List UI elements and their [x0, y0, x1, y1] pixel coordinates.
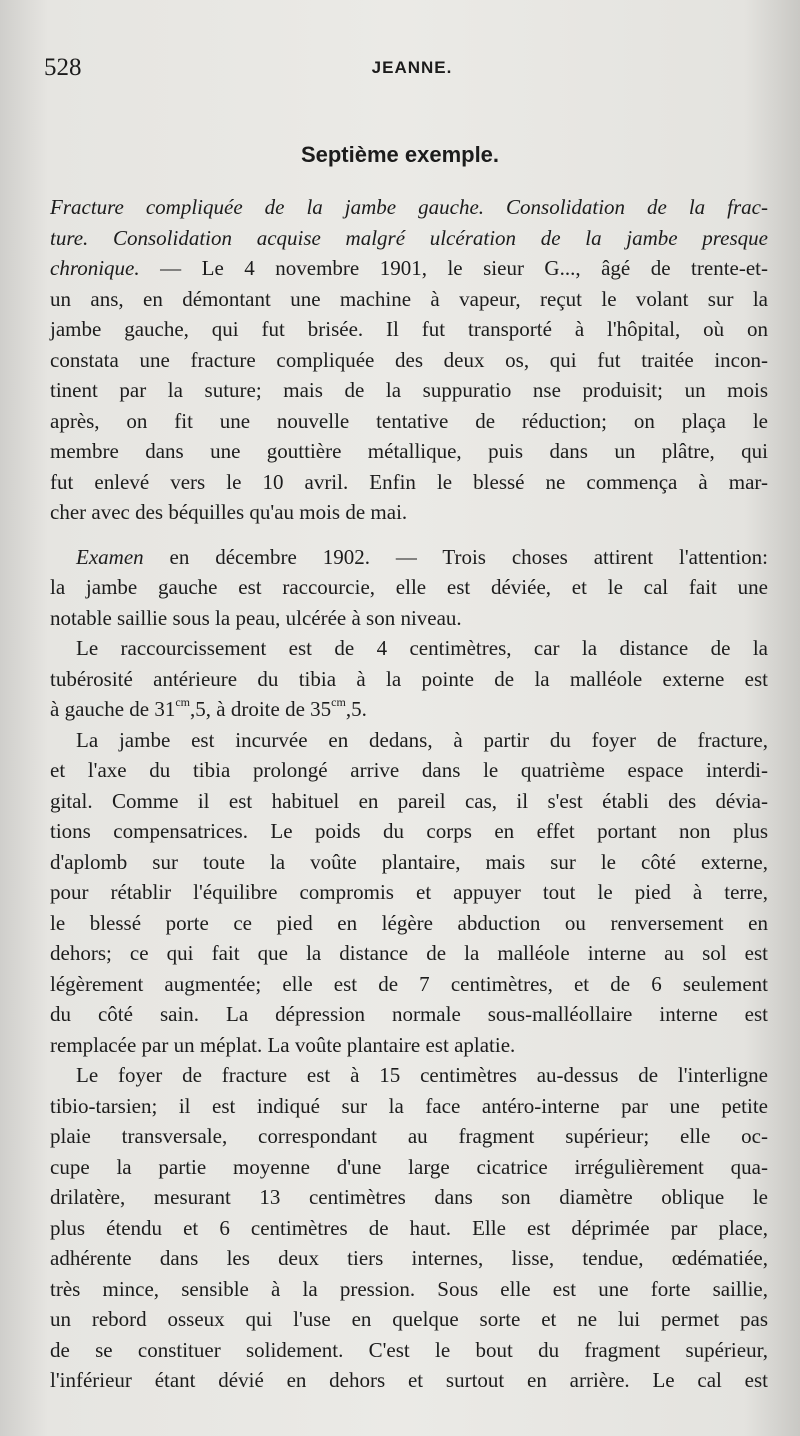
text-line: drilatère, mesurant 13 centimètres dans son diamètre oblique le	[50, 1185, 768, 1209]
section-title: Septième exemple.	[300, 142, 500, 167]
text-line: tions compensatrices. Le poids du corps en effet portant non plus	[50, 819, 768, 843]
text-line: notable saillie sous la peau, ulcérée à son niveau.	[50, 605, 462, 630]
italic-summary: ture. Consolidation acquise malgré ulcération de la jambe presque	[50, 225, 768, 250]
text-line: pour rétablir l'équilibre compromis et appuyer tout le pied à terre,	[50, 880, 768, 904]
text-line: le blessé porte ce pied en légère abduction ou renversement en	[50, 910, 768, 935]
page-header	[44, 54, 760, 90]
text-line: cupe la partie moyenne d'une large cicatrice irrégulièrement qua-	[50, 1154, 768, 1179]
text-line: fut enlevé vers le 10 avril. Enfin le blessé ne commença à mar-	[50, 469, 768, 494]
body-text	[50, 192, 768, 1396]
text-line: légèrement augmentée; elle est de 7 centimètres, et de 6 seulement	[50, 971, 768, 996]
text-line: tinent par la suture; mais de la suppuratio nse produisit; un mois	[50, 378, 768, 402]
text-line: à gauche de $31^{cm},5$, à droite de $35^{cm},5$.	[50, 695, 367, 721]
italic-word: Examen	[76, 544, 144, 569]
text-line: tibio-tarsien; il est indiqué sur la face antéro-interne par une petite	[50, 1093, 768, 1118]
text-line: et l'axe du tibia prolongé arrive dans le quatrième espace interdi-	[50, 758, 768, 782]
text-line	[50, 223, 768, 254]
italic-summary: chronique.	[50, 256, 140, 280]
text-line: d'aplomb sur toute la voûte plantaire, mais sur le côté externe,	[50, 849, 768, 874]
running-head: JEANNE.	[371, 58, 453, 77]
text-line: membre dans une gouttière métallique, puis dans un plâtre, qui	[50, 439, 768, 463]
text-line: de se constituer solidement. C'est le bout du fragment supérieur,	[50, 1337, 768, 1362]
text-line: après, on fit une nouvelle tentative de réduction; on plaça le	[50, 408, 768, 433]
text-line: l'inférieur étant dévié en dehors et surtout en arrière. Le cal est	[50, 1368, 768, 1392]
text-line: constata une fracture compliquée des deux os, qui fut traitée incon-	[50, 347, 768, 372]
text-line: dehors; ce qui fait que la distance de la malléole interne au sol est	[50, 941, 768, 965]
text-line: Le foyer de fracture est à 15 centimètres au-dessus de l'interligne	[76, 1063, 768, 1087]
text-line: La jambe est incurvée en dedans, à partir du foyer de fracture,	[76, 727, 768, 752]
text-line: un rebord osseux qui l'use en quelque sorte et ne lui permet pas	[50, 1307, 768, 1331]
text-line: cher avec des béquilles qu'au mois de mai.	[50, 500, 408, 524]
page-number: 528	[44, 54, 82, 81]
text-line: plus étendu et 6 centimètres de haut. Elle est déprimée par place,	[50, 1215, 768, 1240]
text-line: la jambe gauche est raccourcie, elle est déviée, et le cal fait une	[50, 575, 768, 599]
text-line: remplacée par un méplat. La voûte plantaire est aplatie.	[50, 1032, 516, 1057]
text-line: du côté sain. La dépression normale sous-malléollaire interne est	[50, 1002, 768, 1026]
text-line: très mince, sensible à la pression. Sous elle est une forte saillie,	[50, 1276, 768, 1301]
text-line: plaie transversale, correspondant au fragment supérieur; elle oc-	[50, 1124, 768, 1148]
text-line: Le raccourcissement est de 4 centimètres, car la distance de la	[76, 636, 768, 660]
text-line: chronique. — Le 4 novembre 1901, le sieur G..., âgé de trente-et-	[50, 256, 768, 280]
text-line	[50, 192, 768, 223]
text-line: gital. Comme il est habituel en pareil cas, il s'est établi des dévia-	[50, 788, 768, 813]
text-line: un ans, en démontant une machine à vapeur, reçut le volant sur la	[50, 286, 768, 311]
text-line: jambe gauche, qui fut brisée. Il fut transporté à l'hôpital, où on	[50, 317, 768, 341]
text-line: tubérosité antérieure du tibia à la pointe de la malléole externe est	[50, 666, 768, 691]
text-line: adhérente dans les deux tiers internes, lisse, tendue, œdématiée,	[50, 1246, 768, 1270]
text-line: Examen en décembre 1902. — Trois choses attirent l'attention:	[76, 544, 768, 569]
italic-summary: Fracture compliquée de la jambe gauche. Consolidation de la frac-	[50, 195, 768, 219]
paragraph-gap	[50, 528, 768, 542]
